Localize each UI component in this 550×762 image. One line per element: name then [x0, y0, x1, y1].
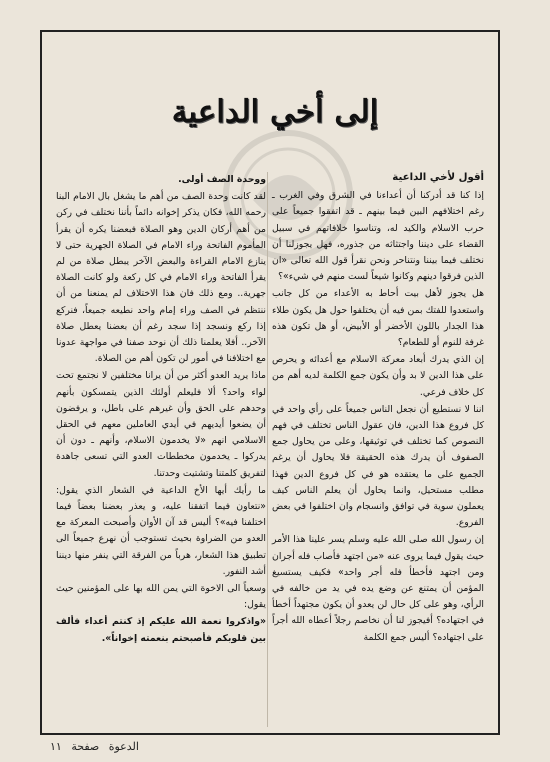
paragraph: إذا كنا قد أدركنا أن أعداءنا في الشرق وفي الغرب ـ رغم اختلافهم البين فيما بينهم ـ قد اتفقوا جميعاً على حرب الاسلام والكيد له، وتناسوا خلافاتهم في سبيل القضاء على ديننا واجتثاثه من جذوره، فهل يجوزلنا أن نختلف فيما بيننا ونتناحر ونحن نقرأ قول الله تعالى «ان الذين فرقوا دينهم وكانوا شيعاً لست منهم في شيء»؟: [272, 190, 484, 283]
column-divider: [267, 172, 268, 727]
right-column-heading: أقول لأخي الداعية: [392, 172, 484, 183]
page-footer: [44, 738, 164, 756]
article-title: إلى أخي الداعية: [171, 94, 379, 130]
paragraph: ما رأيك أيها الأخ الداعية في الشعار الذي يقول: «نتعاون فيما اتفقنا عليه، و يعذر بعضنا بعضاً فيما اختلفنا فيه»؟ أليس قد آن الأوان وأصبحت المعركة مع العدو من الضراوة بحيث تستوجب أن نهرع جميعاً الى تطبيق هذا الشعار، هرباً من الفرقة التي ينفر منها ديننا أشد النفور.: [56, 484, 266, 577]
paragraph: اننا لا نستطيع أن نجعل الناس جميعاً على رأي واحد في كل فروع هذا الدين، فان عقول الناس تختلف في فهم النصوص كما تختلف في توثيقها، وعلى من يحاول جمع الصفوف أن يدرك هذه الحقيقة فلا يحاول أن يرغم الجميع على ما يعتقده هو في كل فروع الدين فهذا مطلب مستحيل، وانما يحاول أن يعلم الناس كيف يعملون سوية في توافق وانسجام وان اختلفوا في بعض الفروع.: [272, 403, 484, 529]
left-column: [56, 172, 266, 648]
page-number: ١١: [50, 740, 62, 753]
paragraph: لقد كانت وحدة الصف من أهم ما يشغل بال الامام البنا رحمه الله، فكان يذكر إخوانه دائماً بأننا نختلف في ركن من أهم أركان الدين وهو الصلاة فبعضنا يكره أن يقرأ المأموم الفاتحة وراء الامام في الصلاة الجهرية حتى لا ينازع الامام القراءة والبعض الآخر يبطل صلاة من لم يقرأ الفاتحة وراء الامام في كل ركعة ولو كانت الصلاة جهرية.. ومع ذلك فان هذا الاختلاف لم يمنعنا من أن ننتظم في الصف وراء إمام واحد نطيعه جميعاً، فنركع إذا ركع ونسجد إذا سجد رغم أن بعضنا يعطل صلاة الآخر.. أفلا يعلمنا ذلك أن نوحد صفنا في مواجهة عدونا مع اختلافنا في أمور لن تكون أهم من الصلاة.: [56, 191, 266, 365]
left-column-heading: ووحدة الصف أولى.: [178, 174, 266, 185]
paragraph: إن الذي يدرك أبعاد معركة الاسلام مع أعدائه و يحرص على هذا الدين لا بد وأن يكون جمع الكلمة لديه أهم من كل خلاف فرعي.: [272, 354, 484, 398]
paragraph: إن رسول الله صلى الله عليه وسلم يسر علينا هذا الأمر حيث يقول فيما يروى عنه «من اجتهد فأصاب فله أجران ومن اجتهد فأخطأ فله أجر واحد» فكيف يستسيغ المؤمن أن يمتنع عن وضع يده في يد من خالفه في الرأي، وهو على كل حال لن يعدو أن يكون مجتهداً أخطأ في اجتهاده؟ أفيجوز لنا أن نخاصم رجلاً أعطاه الله أجراً على اجتهاده؟ أليس جمع الكلمة: [272, 534, 484, 643]
magazine-name: الدعوة: [108, 740, 139, 753]
paragraph: وسعياً الى الاخوة التي يمن الله بها على المؤمنين حيث يقول:: [56, 583, 266, 611]
paragraph: هل يجوز لأهل بيت أحاط به الأعداء من كل جانب واستعدوا للفتك بمن فيه أن يختلفوا حول هل يكون طلاء هذا الجدار باللون الأخضر أو الأبيض، أو هل تكون هذه غرفة للنوم أو للطعام؟: [272, 288, 484, 349]
page-label: صفحة: [71, 740, 100, 753]
closing-quote: «واذكروا نعمة الله عليكم إذ كنتم أعداء فألف بين قلوبكم فأصبحتم بنعمته إخواناً».: [56, 616, 266, 644]
paragraph: ماذا يريد العدو أكثر من أن يرانا مختلفين لا نجتمع تحت لواء واحد؟ ألا فليعلم أولئك الذين يتمسكون بأنهم وحدهم على الحق وأن غيرهم على باطل، و يرفضون أن يضعوا أيديهم في أيدي العاملين معهم في الحقل الاسلامي انهم «لا يخدمون الاسلام، وأنهم ـ دون أن يدركوا ـ يخدمون مخططات العدو التي تسعى جاهدة لتفريق كلمتنا وتشتيت وحدتنا.: [56, 370, 266, 479]
right-column: [272, 170, 484, 647]
